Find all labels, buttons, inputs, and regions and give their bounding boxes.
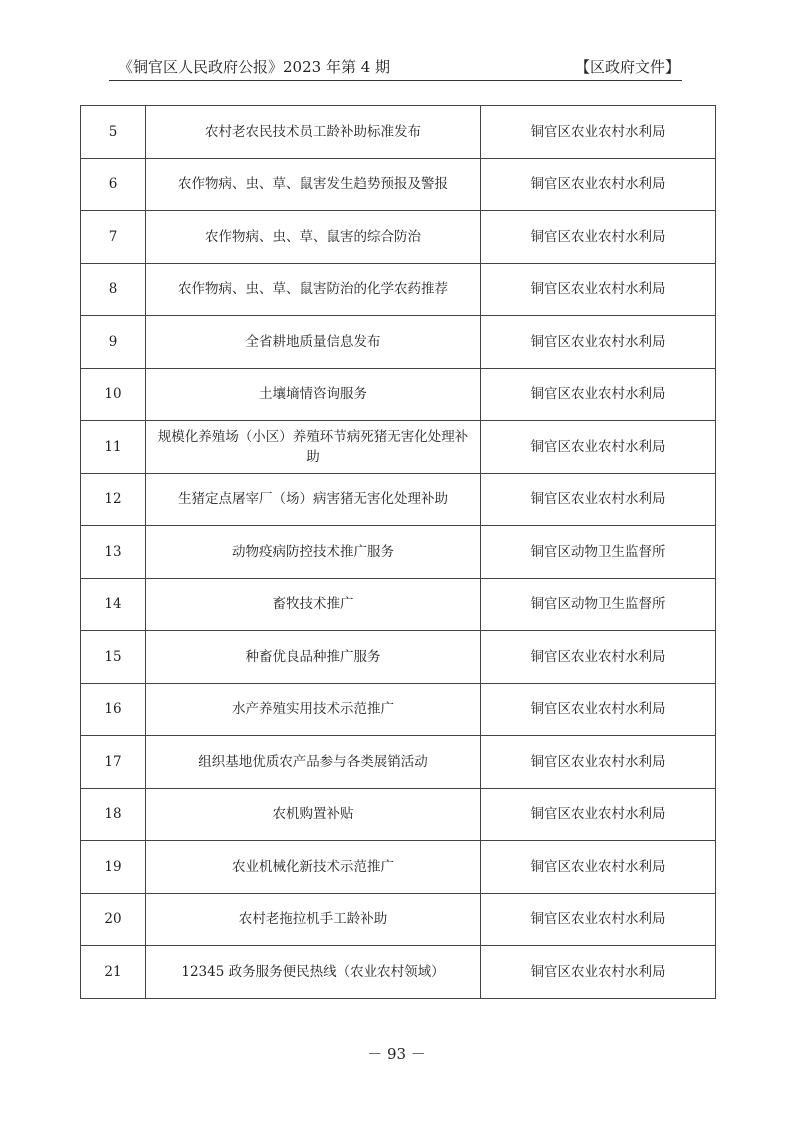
header-divider bbox=[109, 80, 682, 81]
row-number: 16 bbox=[81, 683, 146, 736]
row-number: 13 bbox=[81, 526, 146, 579]
table-row bbox=[81, 578, 716, 631]
table-row bbox=[81, 841, 716, 894]
service-name: 全省耕地质量信息发布 bbox=[146, 316, 481, 369]
responsible-department: 铜官区农业农村水利局 bbox=[481, 263, 716, 316]
row-number: 19 bbox=[81, 841, 146, 894]
row-number: 5 bbox=[81, 106, 146, 159]
service-name: 组织基地优质农产品参与各类展销活动 bbox=[146, 736, 481, 789]
responsible-department: 铜官区农业农村水利局 bbox=[481, 106, 716, 159]
responsible-department: 铜官区农业农村水利局 bbox=[481, 368, 716, 421]
page-number: － 93 － bbox=[367, 1045, 426, 1063]
table-row bbox=[81, 946, 716, 999]
row-number: 15 bbox=[81, 631, 146, 684]
service-name: 生猪定点屠宰厂（场）病害猪无害化处理补助 bbox=[146, 473, 481, 526]
service-name: 畜牧技术推广 bbox=[146, 578, 481, 631]
service-name: 12345 政务服务便民热线（农业农村领域） bbox=[146, 946, 481, 999]
responsible-department: 铜官区动物卫生监督所 bbox=[481, 526, 716, 579]
page-header bbox=[118, 56, 680, 80]
table-row bbox=[81, 631, 716, 684]
table-row bbox=[81, 263, 716, 316]
row-number: 6 bbox=[81, 158, 146, 211]
service-name: 动物疫病防控技术推广服务 bbox=[146, 526, 481, 579]
row-number: 12 bbox=[81, 473, 146, 526]
row-number: 8 bbox=[81, 263, 146, 316]
row-number: 9 bbox=[81, 316, 146, 369]
table-row bbox=[81, 421, 716, 474]
responsible-department: 铜官区农业农村水利局 bbox=[481, 788, 716, 841]
responsible-department: 铜官区农业农村水利局 bbox=[481, 473, 716, 526]
row-number: 17 bbox=[81, 736, 146, 789]
responsible-department: 铜官区农业农村水利局 bbox=[481, 421, 716, 474]
responsible-department: 铜官区农业农村水利局 bbox=[481, 158, 716, 211]
table-row bbox=[81, 893, 716, 946]
service-name: 水产养殖实用技术示范推广 bbox=[146, 683, 481, 736]
row-number: 7 bbox=[81, 211, 146, 264]
service-table-body bbox=[81, 106, 716, 999]
row-number: 20 bbox=[81, 893, 146, 946]
table-row bbox=[81, 788, 716, 841]
row-number: 18 bbox=[81, 788, 146, 841]
service-name: 农业机械化新技术示范推广 bbox=[146, 841, 481, 894]
responsible-department: 铜官区动物卫生监督所 bbox=[481, 578, 716, 631]
responsible-department: 铜官区农业农村水利局 bbox=[481, 211, 716, 264]
table-row bbox=[81, 316, 716, 369]
service-name: 农作物病、虫、草、鼠害发生趋势预报及警报 bbox=[146, 158, 481, 211]
row-number: 21 bbox=[81, 946, 146, 999]
row-number: 14 bbox=[81, 578, 146, 631]
table-row bbox=[81, 211, 716, 264]
service-name: 农作物病、虫、草、鼠害防治的化学农药推荐 bbox=[146, 263, 481, 316]
responsible-department: 铜官区农业农村水利局 bbox=[481, 631, 716, 684]
service-table bbox=[80, 105, 716, 999]
service-name: 种畜优良品种推广服务 bbox=[146, 631, 481, 684]
section-label: 【区政府文件】 bbox=[574, 58, 680, 76]
table-row bbox=[81, 683, 716, 736]
responsible-department: 铜官区农业农村水利局 bbox=[481, 683, 716, 736]
table-row bbox=[81, 736, 716, 789]
service-name: 农村老拖拉机手工龄补助 bbox=[146, 893, 481, 946]
responsible-department: 铜官区农业农村水利局 bbox=[481, 841, 716, 894]
table-row bbox=[81, 526, 716, 579]
service-name: 农村老农民技术员工龄补助标准发布 bbox=[146, 106, 481, 159]
table-row bbox=[81, 106, 716, 159]
responsible-department: 铜官区农业农村水利局 bbox=[481, 736, 716, 789]
bulletin-title: 《铜官区人民政府公报》2023 年第 4 期 bbox=[118, 58, 391, 76]
row-number: 11 bbox=[81, 421, 146, 474]
responsible-department: 铜官区农业农村水利局 bbox=[481, 316, 716, 369]
table-row bbox=[81, 473, 716, 526]
service-name: 农作物病、虫、草、鼠害的综合防治 bbox=[146, 211, 481, 264]
service-name: 农机购置补贴 bbox=[146, 788, 481, 841]
table-row bbox=[81, 158, 716, 211]
service-name: 土壤墒情咨询服务 bbox=[146, 368, 481, 421]
responsible-department: 铜官区农业农村水利局 bbox=[481, 946, 716, 999]
table-row bbox=[81, 368, 716, 421]
service-name: 规模化养殖场（小区）养殖环节病死猪无害化处理补助 bbox=[146, 421, 481, 474]
row-number: 10 bbox=[81, 368, 146, 421]
responsible-department: 铜官区农业农村水利局 bbox=[481, 893, 716, 946]
